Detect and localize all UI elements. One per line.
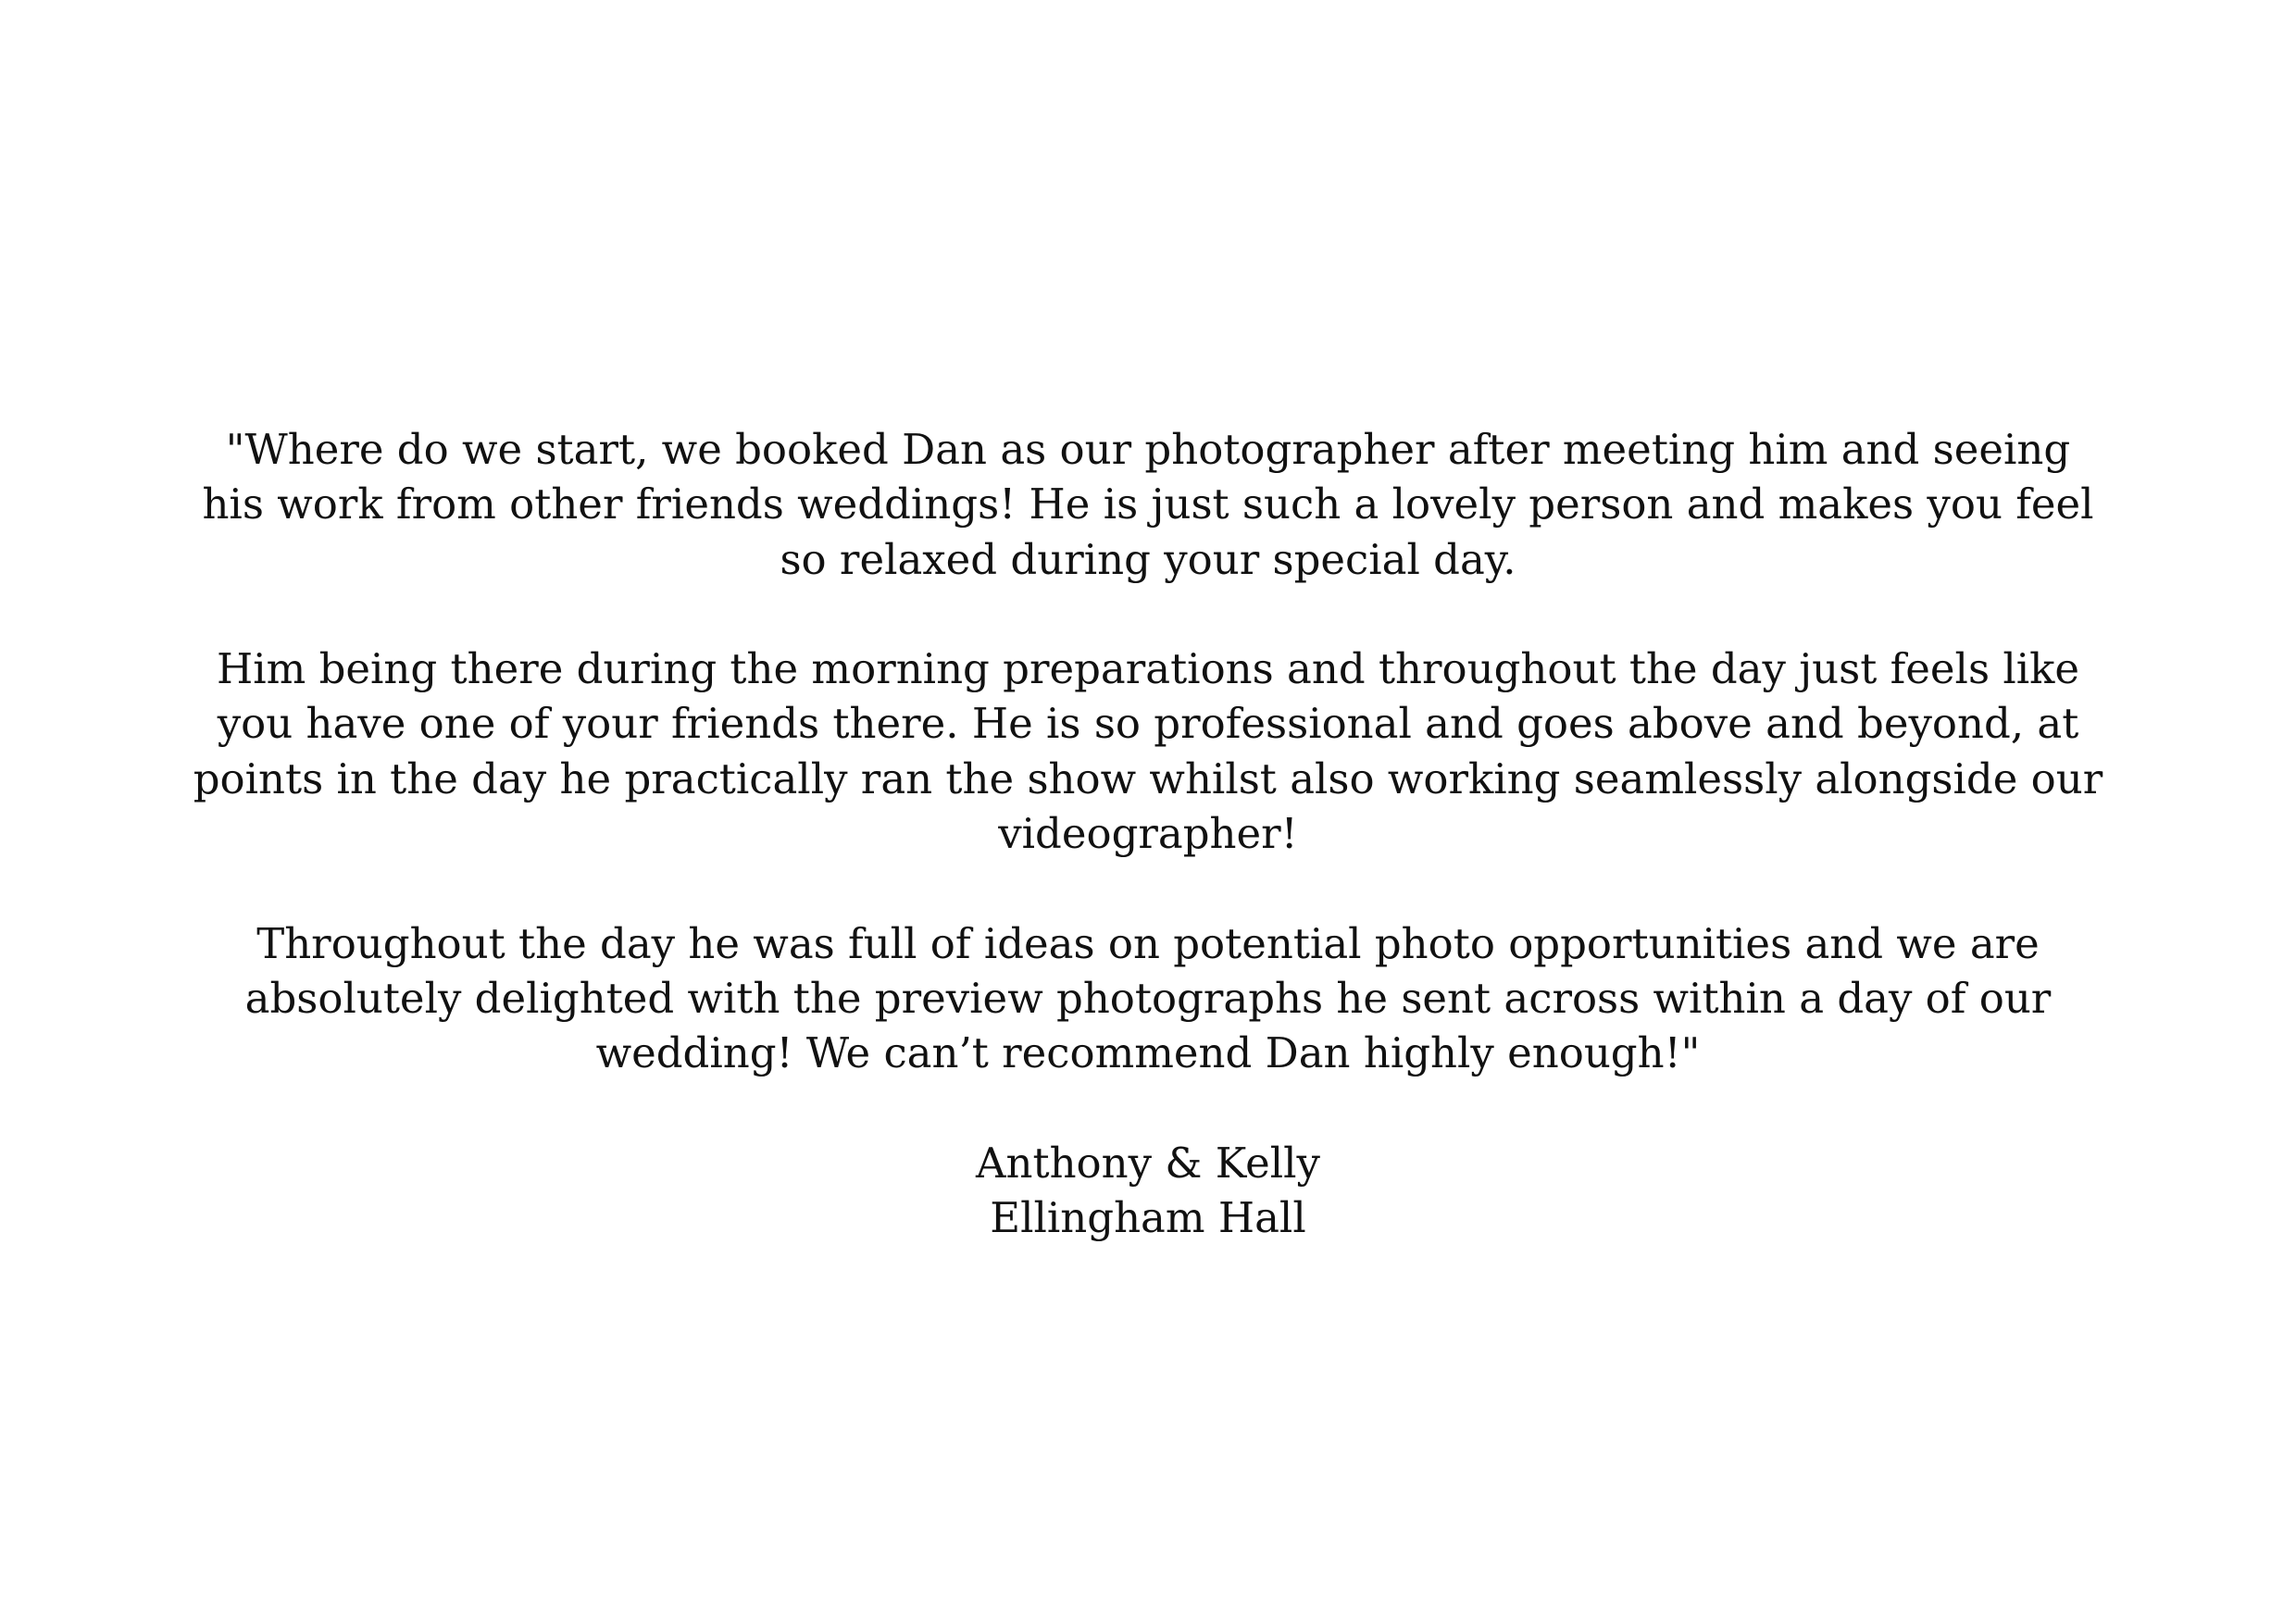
quote-line: wedding! We can’t recommend Dan highly enough!" (595, 1028, 1701, 1078)
quote-paragraph-1 (0, 422, 2296, 587)
quote-line: Throughout the day he was full of ideas on potential photo opportunities and we are (256, 918, 2040, 968)
paragraph-spacer (0, 1081, 2296, 1136)
quote-line: videographer! (998, 809, 1298, 859)
quote-line: you have one of your friends there. He is so professional and goes above and beyond, at (217, 699, 2079, 749)
quote-paragraph-3 (0, 916, 2296, 1081)
quote-line: so relaxed during your special day. (780, 534, 1516, 584)
quote-line: "Where do we start, we booked Dan as our photographer after meeting him and seeing (225, 425, 2071, 474)
quote-line: points in the day he practically ran the show whilst also working seamlessly alongside our (193, 753, 2103, 803)
attribution (0, 1136, 2296, 1246)
testimonial-quote (0, 422, 2296, 1245)
quote-line: Him being there during the morning preparations and throughout the day just feels like (216, 644, 2080, 694)
quote-paragraph-2 (0, 641, 2296, 861)
attribution-names: Anthony & Kelly (976, 1138, 1320, 1188)
paragraph-spacer (0, 587, 2296, 641)
attribution-venue: Ellingham Hall (990, 1193, 1306, 1243)
paragraph-spacer (0, 861, 2296, 915)
quote-line: absolutely delighted with the preview photographs he sent across within a day of our (244, 973, 2052, 1023)
quote-line: his work from other friends weddings! He is just such a lovely person and makes you feel (202, 479, 2094, 529)
